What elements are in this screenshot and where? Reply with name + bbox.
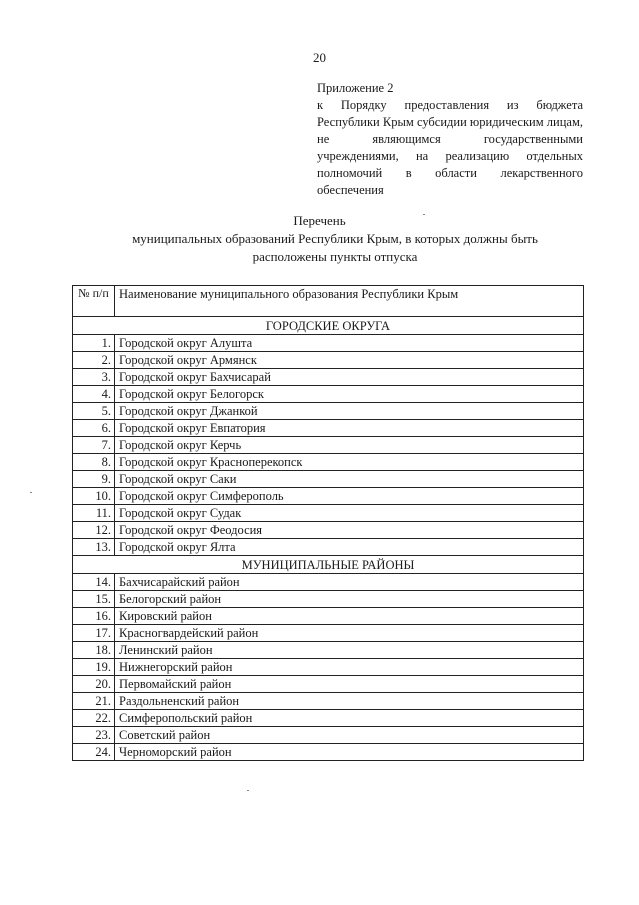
table-row <box>73 505 584 522</box>
table-header-row <box>73 286 584 317</box>
table-row <box>73 676 584 693</box>
page-number: 20 <box>313 50 326 65</box>
table-row <box>73 710 584 727</box>
municipality-name: Городской округ Алушта <box>115 335 584 352</box>
row-number: 22. <box>73 710 115 727</box>
row-number: 8. <box>73 454 115 471</box>
row-number: 16. <box>73 608 115 625</box>
municipality-name: Городской округ Ялта <box>115 539 584 556</box>
table-row <box>73 488 584 505</box>
row-number: 4. <box>73 386 115 403</box>
row-number: 7. <box>73 437 115 454</box>
table-row <box>73 471 584 488</box>
row-number: 18. <box>73 642 115 659</box>
row-number: 11. <box>73 505 115 522</box>
header-number: № п/п <box>73 286 115 317</box>
municipality-name: Советский район <box>115 727 584 744</box>
municipality-name: Городской округ Симферополь <box>115 488 584 505</box>
municipalities-table <box>72 285 584 761</box>
table-row <box>73 539 584 556</box>
section-title: ГОРОДСКИЕ ОКРУГА <box>73 317 584 335</box>
municipality-name: Бахчисарайский район <box>115 574 584 591</box>
row-number: 13. <box>73 539 115 556</box>
municipality-name: Красногвардейский район <box>115 625 584 642</box>
municipality-name: Городской округ Джанкой <box>115 403 584 420</box>
table-row <box>73 591 584 608</box>
row-number: 15. <box>73 591 115 608</box>
table-row <box>73 386 584 403</box>
section-row <box>73 556 584 574</box>
header-name: Наименование муниципального образования Республики Крым <box>115 286 584 317</box>
municipality-name: Городской округ Керчь <box>115 437 584 454</box>
municipality-name: Городской округ Армянск <box>115 352 584 369</box>
row-number: 3. <box>73 369 115 386</box>
table-row <box>73 403 584 420</box>
table-row <box>73 625 584 642</box>
municipality-name: Городской округ Красноперекопск <box>115 454 584 471</box>
table-row <box>73 693 584 710</box>
section-row <box>73 317 584 335</box>
appendix-title: Приложение 2 <box>317 81 394 95</box>
municipality-name: Городской округ Феодосия <box>115 522 584 539</box>
municipality-name: Городской округ Судак <box>115 505 584 522</box>
table-row <box>73 369 584 386</box>
row-number: 14. <box>73 574 115 591</box>
scan-speck <box>423 214 425 215</box>
row-number: 19. <box>73 659 115 676</box>
row-number: 21. <box>73 693 115 710</box>
list-title: Перечень <box>293 213 346 228</box>
municipality-name: Черноморский район <box>115 744 584 761</box>
municipality-name: Городской округ Белогорск <box>115 386 584 403</box>
row-number: 6. <box>73 420 115 437</box>
row-number: 9. <box>73 471 115 488</box>
municipality-name: Городской округ Бахчисарай <box>115 369 584 386</box>
table-body <box>73 317 584 761</box>
scan-speck <box>247 790 249 791</box>
table-row <box>73 642 584 659</box>
row-number: 5. <box>73 403 115 420</box>
table-row <box>73 437 584 454</box>
row-number: 23. <box>73 727 115 744</box>
table-row <box>73 608 584 625</box>
municipality-name: Кировский район <box>115 608 584 625</box>
table-row <box>73 522 584 539</box>
appendix-text: к Порядку предоставления из бюджета Республики Крым субсидии юридическим лицам, не являющимся государственными учреждениями, на реализацию отдельных полномочий в области лекарственного обеспечения <box>317 98 583 197</box>
table-row <box>73 744 584 761</box>
table-row <box>73 335 584 352</box>
municipality-name: Белогорский район <box>115 591 584 608</box>
row-number: 17. <box>73 625 115 642</box>
table-row <box>73 727 584 744</box>
table-row <box>73 574 584 591</box>
row-number: 24. <box>73 744 115 761</box>
municipality-name: Городской округ Саки <box>115 471 584 488</box>
table-row <box>73 454 584 471</box>
row-number: 2. <box>73 352 115 369</box>
table-row <box>73 659 584 676</box>
scan-speck <box>30 492 32 493</box>
row-number: 1. <box>73 335 115 352</box>
appendix-block <box>317 80 583 199</box>
table-row <box>73 352 584 369</box>
municipality-name: Ленинский район <box>115 642 584 659</box>
municipality-name: Городской округ Евпатория <box>115 420 584 437</box>
municipality-name: Симферопольский район <box>115 710 584 727</box>
table-row <box>73 420 584 437</box>
section-title: МУНИЦИПАЛЬНЫЕ РАЙОНЫ <box>73 556 584 574</box>
row-number: 20. <box>73 676 115 693</box>
row-number: 12. <box>73 522 115 539</box>
list-subtitle: муниципальных образований Республики Крым, в которых должны быть расположены пункты отпуска <box>132 231 538 264</box>
row-number: 10. <box>73 488 115 505</box>
municipality-name: Раздольненский район <box>115 693 584 710</box>
municipality-name: Нижнегорский район <box>115 659 584 676</box>
municipality-name: Первомайский район <box>115 676 584 693</box>
